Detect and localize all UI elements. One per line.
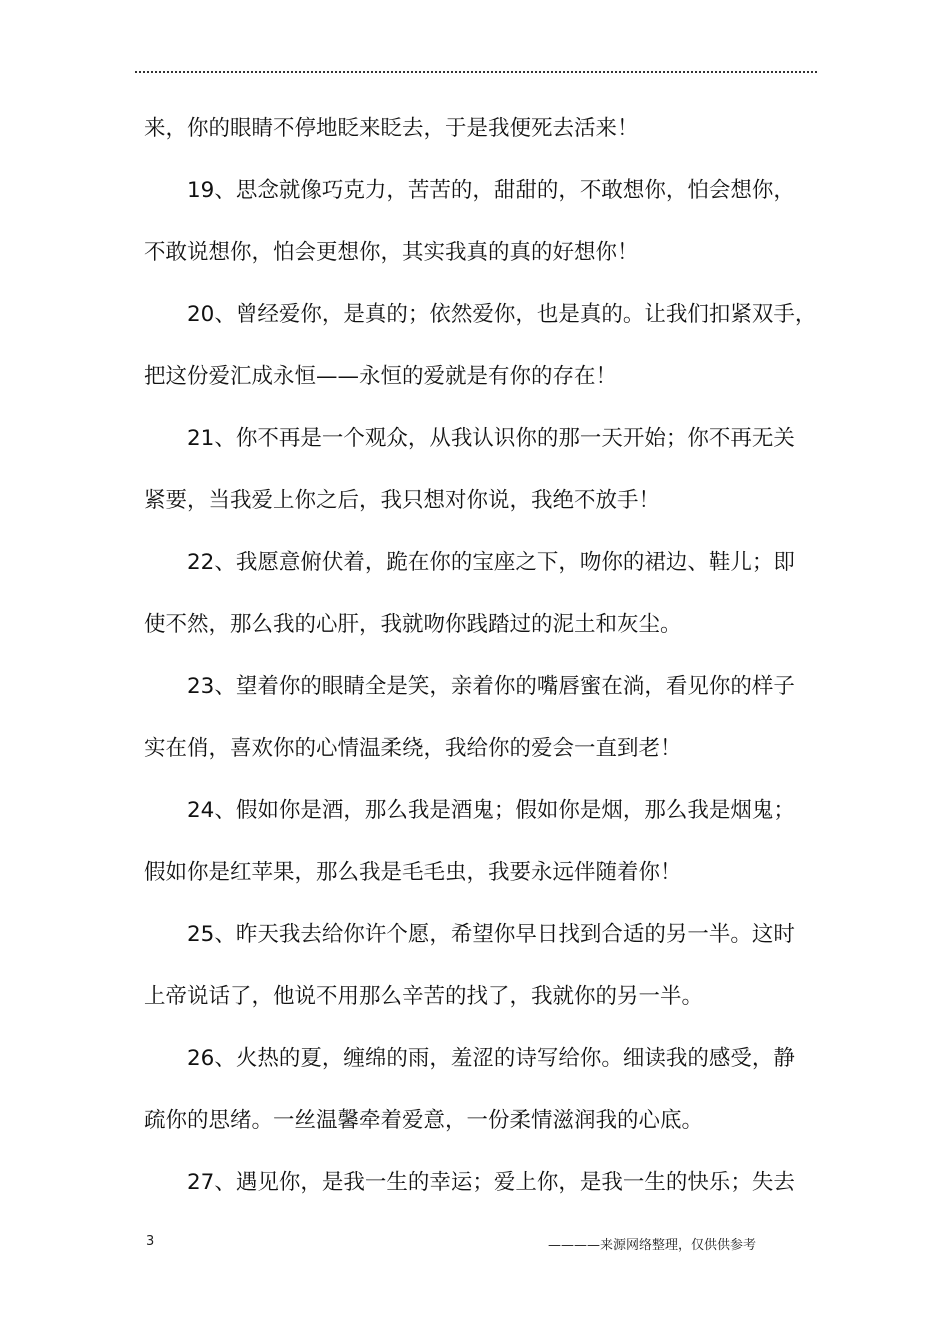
text-line: 上帝说话了，他说不用那么辛苦的找了，我就你的另一半。 bbox=[144, 984, 704, 1009]
footer-source-note: ————来源网络整理，仅供供参考 bbox=[548, 1238, 757, 1253]
text-line: 19、思念就像巧克力，苦苦的，甜甜的，不敢想你，怕会想你， bbox=[187, 178, 795, 203]
text-line: 假如你是红苹果，那么我是毛毛虫，我要永远伴随着你！ bbox=[144, 860, 682, 885]
text-line: 26、火热的夏，缠绵的雨，羞涩的诗写给你。细读我的感受，静 bbox=[187, 1046, 795, 1071]
text-block bbox=[144, 98, 816, 1214]
text-line: 21、你不再是一个观众，从我认识你的那一天开始；你不再无关 bbox=[187, 426, 795, 451]
text-line: 疏你的思绪。一丝温馨牵着爱意，一份柔情滋润我的心底。 bbox=[144, 1108, 704, 1133]
text-line: 22、我愿意俯伏着，跪在你的宝座之下，吻你的裙边、鞋儿；即 bbox=[187, 550, 795, 575]
text-line: 27、遇见你，是我一生的幸运；爱上你，是我一生的快乐；失去 bbox=[187, 1170, 795, 1195]
text-line: 使不然，那么我的心肝，我就吻你践踏过的泥土和灰尘。 bbox=[144, 612, 682, 637]
text-line: 不敢说想你，怕会更想你，其实我真的真的好想你！ bbox=[144, 240, 639, 265]
text-line: 24、假如你是酒，那么我是酒鬼；假如你是烟，那么我是烟鬼； bbox=[187, 798, 795, 823]
text-line: 23、望着你的眼睛全是笑，亲着你的嘴唇蜜在淌，看见你的样子 bbox=[187, 674, 795, 699]
text-line: 20、曾经爱你，是真的；依然爱你，也是真的。让我们扣紧双手， bbox=[187, 302, 816, 327]
text-line: 实在俏，喜欢你的心情温柔绕，我给你的爱会一直到老！ bbox=[144, 736, 682, 761]
header-dotted-rule bbox=[135, 71, 817, 73]
page-number: 3 bbox=[146, 1234, 155, 1249]
text-line: 把这份爱汇成永恒——永恒的爱就是有你的存在！ bbox=[144, 364, 618, 389]
text-line: 来，你的眼睛不停地眨来眨去，于是我便死去活来！ bbox=[144, 116, 639, 141]
document-body bbox=[144, 98, 816, 1214]
text-line: 紧要，当我爱上你之后，我只想对你说，我绝不放手！ bbox=[144, 488, 661, 513]
text-line: 25、昨天我去给你许个愿，希望你早日找到合适的另一半。这时 bbox=[187, 922, 795, 947]
